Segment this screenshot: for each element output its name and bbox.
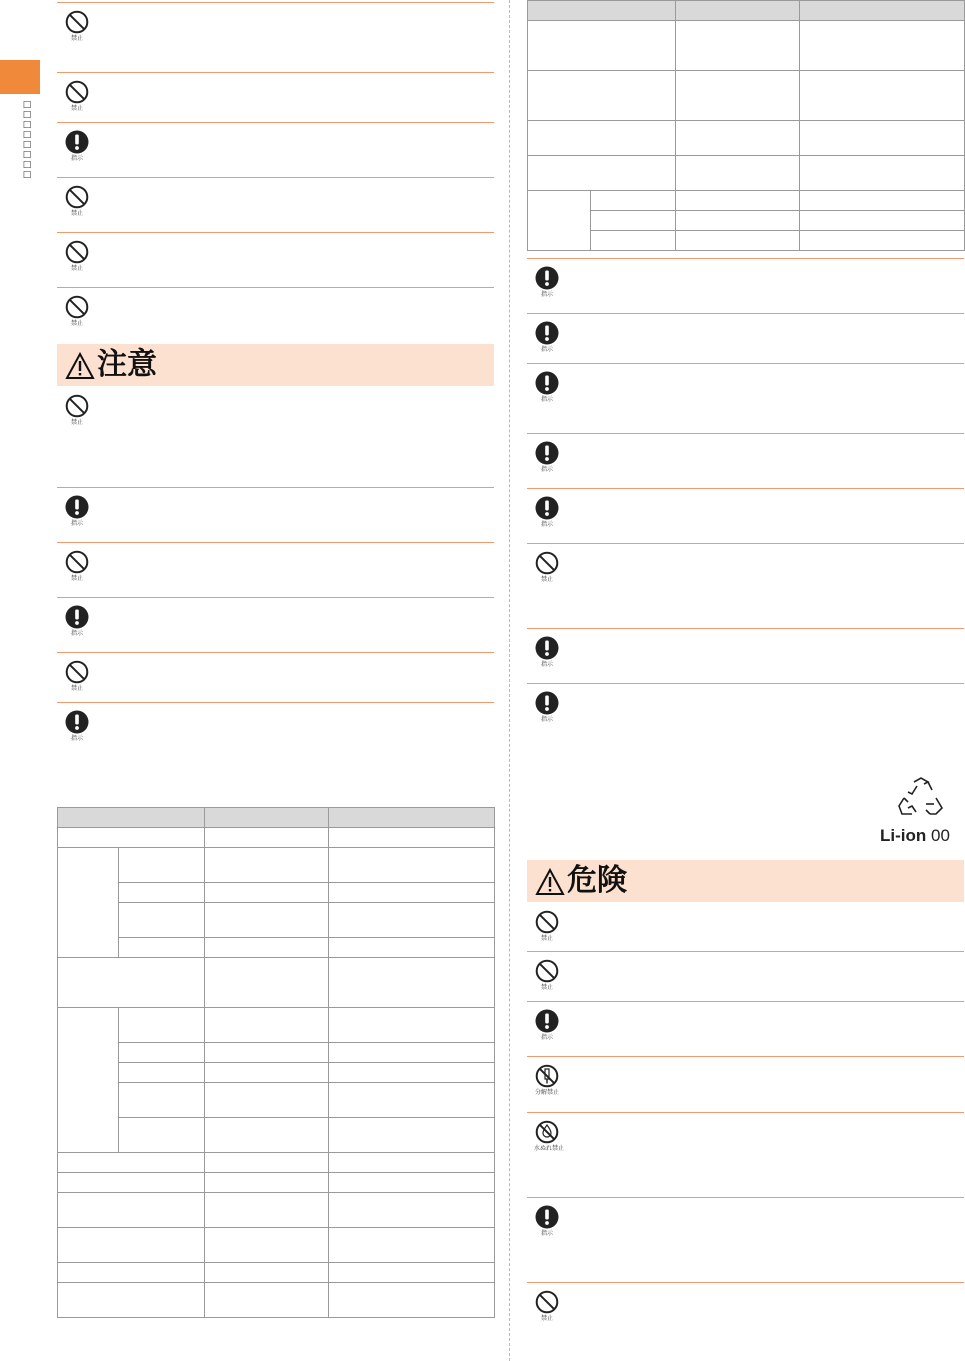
caution-item: [527, 543, 964, 629]
instruction-icon: [534, 1009, 560, 1041]
icon-caption: 禁止: [540, 576, 553, 583]
icon-caption: 禁止: [70, 320, 83, 327]
caution-item: [57, 487, 494, 543]
caution-item: [527, 683, 964, 754]
icon-caption: 禁止: [70, 210, 83, 217]
caution-item: [57, 597, 494, 653]
icon-caption: 禁止: [540, 935, 553, 942]
icon-caption: 指示: [540, 346, 553, 353]
warning-item: [57, 287, 494, 343]
icon-caption: 指示: [540, 716, 553, 723]
icon-caption: 禁止: [70, 105, 83, 112]
no-wetting-icon: [534, 1120, 565, 1152]
icon-caption: 指示: [540, 291, 553, 298]
icon-caption: 禁止: [540, 1315, 553, 1322]
icon-caption: 禁止: [540, 984, 553, 991]
icon-caption: 指示: [70, 735, 83, 742]
icon-caption: 指示: [540, 521, 553, 528]
danger-item: [527, 1001, 964, 1057]
caution-title: 注意: [97, 347, 157, 382]
instruction-icon: [64, 130, 90, 162]
prohibited-icon: [534, 1290, 560, 1322]
caution-item: [527, 433, 964, 489]
caution-item: [527, 628, 964, 684]
icon-caption: 禁止: [70, 685, 83, 692]
prohibited-icon: [534, 910, 560, 942]
caution-item: [57, 702, 494, 763]
warning-item: [57, 122, 494, 178]
warning-item: [57, 2, 494, 73]
instruction-icon: [534, 371, 560, 403]
parts-table: [527, 0, 965, 251]
prohibited-icon: [64, 660, 90, 692]
instruction-icon: [64, 605, 90, 637]
battery-recycle-mark: [880, 826, 950, 846]
caution-item: [57, 387, 494, 487]
danger-item: [527, 903, 964, 951]
caution-item: [527, 258, 964, 314]
icon-caption: 指示: [70, 155, 83, 162]
column-divider: [509, 0, 510, 1361]
prohibited-icon: [534, 551, 560, 583]
prohibited-icon: [64, 80, 90, 112]
prohibited-icon: [64, 394, 90, 426]
prohibited-icon: [64, 185, 90, 217]
warning-item: [57, 177, 494, 233]
caution-item: [527, 313, 964, 364]
icon-caption: 指示: [540, 466, 553, 473]
prohibited-icon: [64, 240, 90, 272]
icon-caption: 指示: [540, 396, 553, 403]
icon-caption: 分解禁止: [534, 1089, 559, 1096]
caution-item: [57, 652, 494, 703]
icon-caption: 禁止: [70, 35, 83, 42]
danger-banner: [527, 860, 964, 902]
caution-item: [527, 363, 964, 434]
chapter-tab-rule: [0, 92, 40, 94]
warning-triangle-icon: [65, 352, 95, 380]
icon-caption: 禁止: [70, 419, 83, 426]
chapter-tab-label: □□□□□□□□: [22, 100, 32, 180]
instruction-icon: [534, 321, 560, 353]
caution-item: [527, 488, 964, 544]
battery-code: 00: [931, 826, 950, 845]
instruction-icon: [534, 691, 560, 723]
danger-item: [527, 1112, 964, 1198]
prohibited-icon: [64, 295, 90, 327]
icon-caption: 指示: [70, 630, 83, 637]
prohibited-icon: [64, 10, 90, 42]
prohibited-icon: [64, 550, 90, 582]
icon-caption: 禁止: [70, 265, 83, 272]
recycle-icon: [896, 776, 946, 822]
icon-caption: 指示: [540, 661, 553, 668]
danger-item: [527, 951, 964, 1002]
prohibited-icon: [534, 959, 560, 991]
instruction-icon: [534, 441, 560, 473]
icon-caption: 禁止: [70, 575, 83, 582]
icon-caption: 指示: [70, 520, 83, 527]
danger-item: [527, 1056, 964, 1113]
instruction-icon: [534, 636, 560, 668]
instruction-icon: [64, 710, 90, 742]
battery-chemistry: Li-ion: [880, 826, 927, 845]
icon-caption: 指示: [540, 1230, 553, 1237]
danger-item: [527, 1197, 964, 1283]
warning-triangle-icon: [535, 868, 565, 896]
caution-item: [57, 542, 494, 598]
caution-banner: [57, 344, 494, 386]
chapter-tab: [0, 60, 40, 92]
icon-caption: 指示: [540, 1034, 553, 1041]
instruction-icon: [534, 496, 560, 528]
instruction-icon: [534, 1205, 560, 1237]
materials-table: [57, 807, 495, 1318]
warning-item: [57, 232, 494, 288]
icon-caption: 水ぬれ禁止: [534, 1145, 565, 1152]
danger-item: [527, 1282, 964, 1343]
warning-item: [57, 72, 494, 123]
no-disassembly-icon: [534, 1064, 560, 1096]
instruction-icon: [534, 266, 560, 298]
instruction-icon: [64, 495, 90, 527]
danger-title: 危険: [567, 863, 627, 898]
